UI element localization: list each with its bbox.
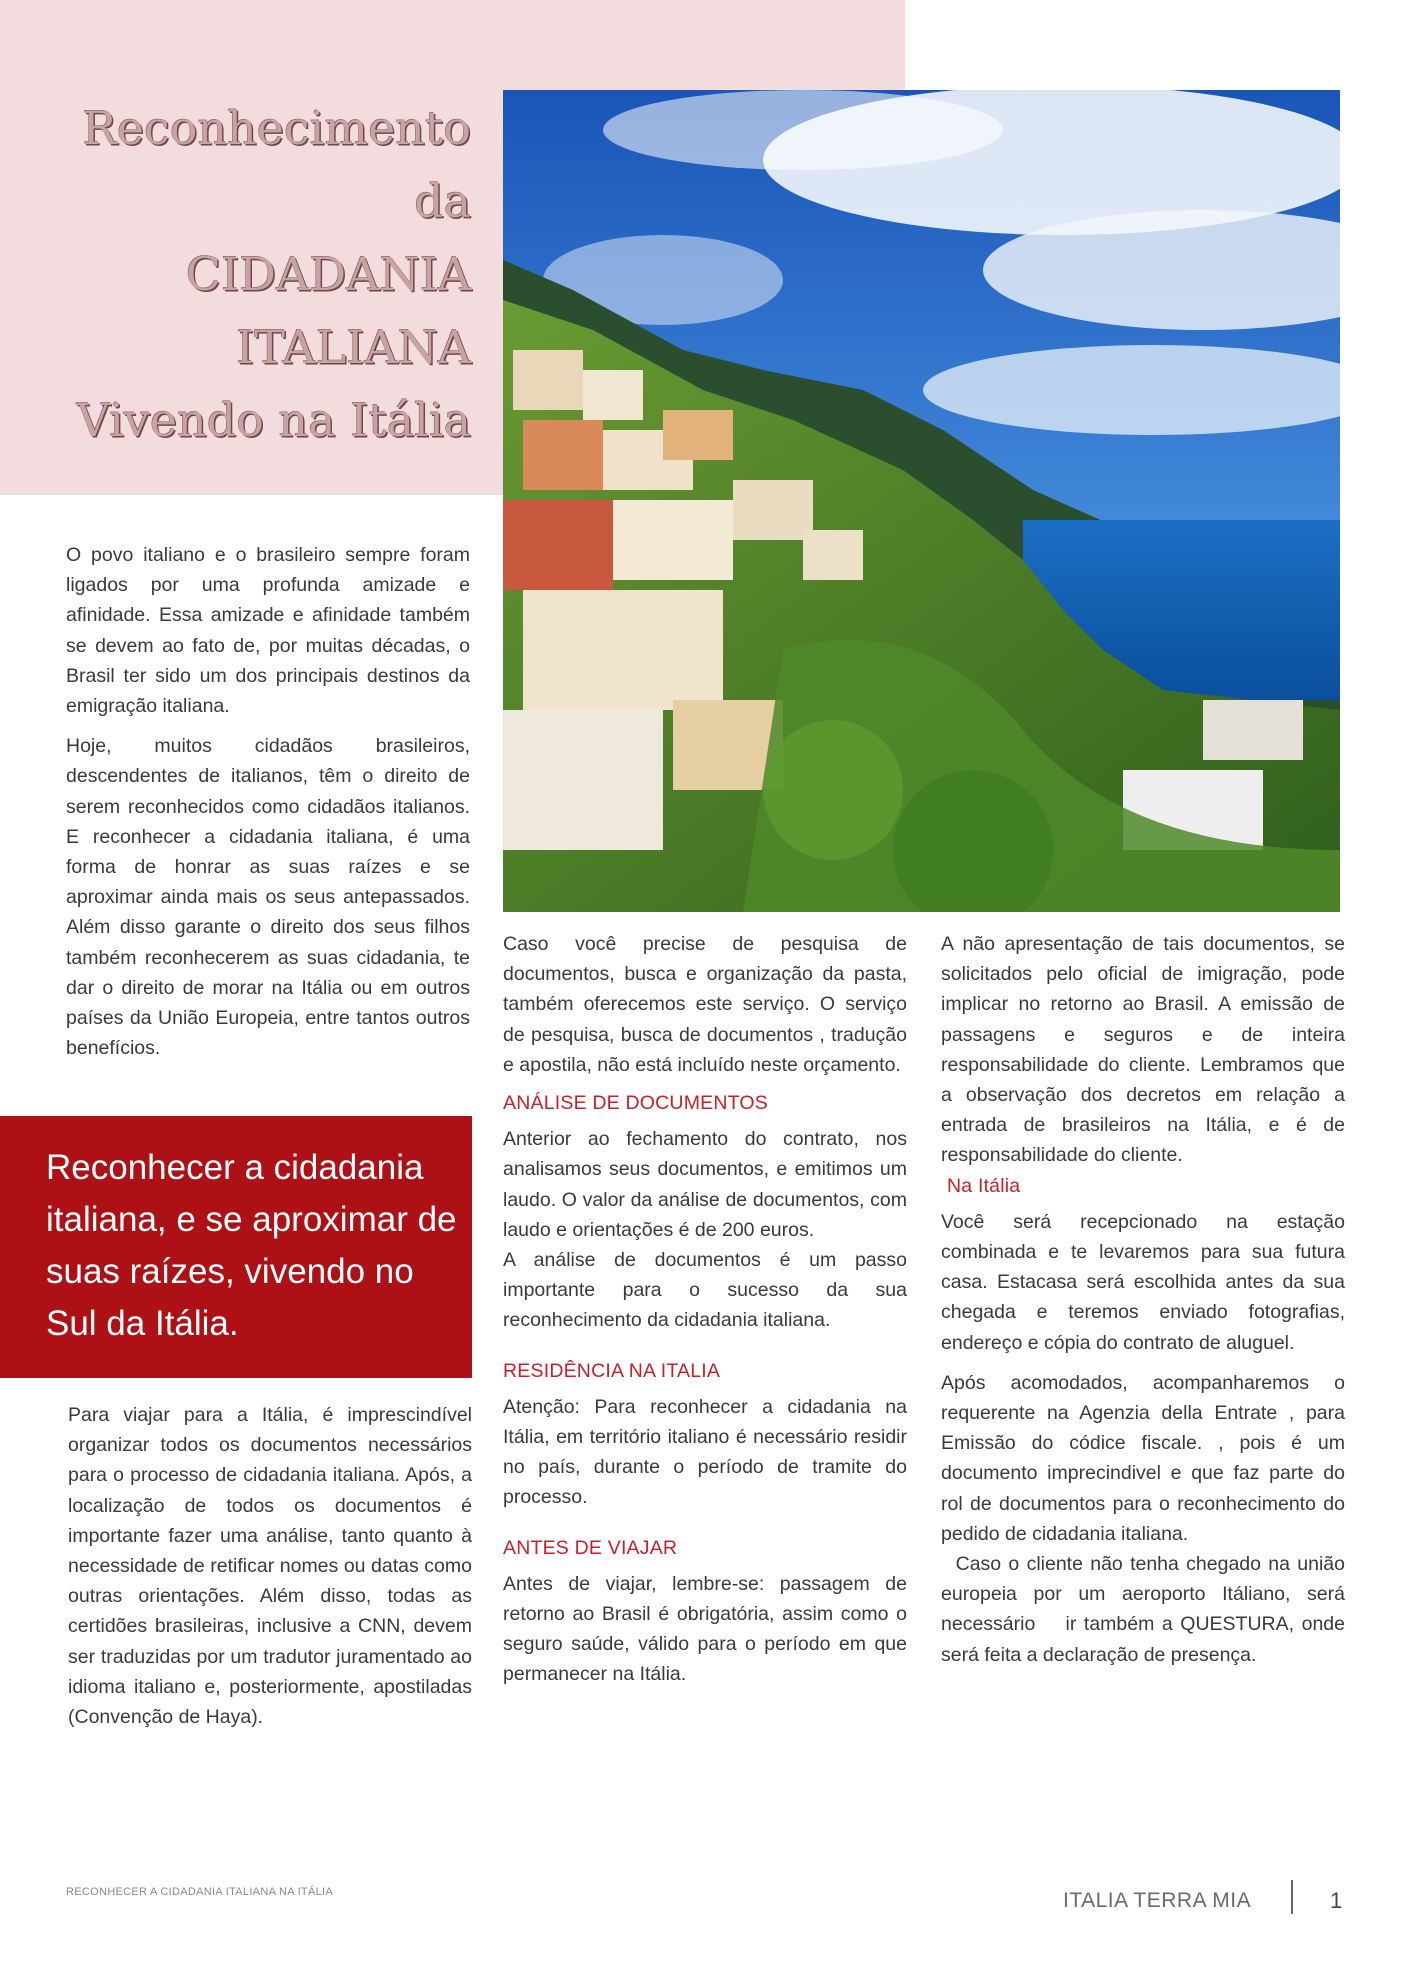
intro-paragraph: Hoje, muitos cidadãos brasileiros, descendentes de italianos, têm o direito de serem reconhecidos como cidadãos italianos. E reconhecer a cidadania italiana, é uma forma de honrar as suas raízes e se aproximar ainda mais os seus antepassados. Além disso garante o direito dos seus filhos também reconhecerem as suas cidadania, te dar o direito de morar na Itália ou em outros países da União Europeia, entre tantos outros benefícios. (66, 735, 470, 1060)
analise-paragraph: Anterior ao fechamento do contrato, nos analisamos seus documentos, e emitimos um laudo. O valor da análise de documentos, com laudo e orientações é de 200 euros. (503, 1128, 907, 1241)
documents-column (68, 1400, 472, 1732)
research-paragraph: Caso você precise de pesquisa de documentos, busca e organização da pasta, também oferecemos este serviço. O serviço de pesquisa, busca de documentos , tradução e apostila, não está incluído neste orçamento. (503, 933, 907, 1076)
title-line: ITALIANA (236, 320, 471, 374)
section-heading-na-italia: Na Itália (947, 1174, 1021, 1197)
positano-coast-image (503, 90, 1340, 912)
pull-quote-text: Reconhecer a cidadania italiana, e se aproximar de suas raízes, vivendo no Sul da Itália. (46, 1148, 457, 1343)
coast-photo-graphic (503, 90, 1340, 912)
page-title (31, 92, 471, 457)
footer-left-text: RECONHECER A CIDADANIA ITALIANA NA ITÁLIA (66, 1886, 334, 1898)
right-column (941, 929, 1351, 1670)
intro-paragraph: O povo italiano e o brasileiro sempre foram ligados por uma profunda amizade e afinidade. Essa amizade e afinidade também se devem ao fato de, por muitas décadas, o Brasil ter sido um dos principais destinos da emigração italiana. (66, 544, 470, 718)
viajar-paragraph: Antes de viajar, lembre-se: passagem de retorno ao Brasil é obrigatória, assim como o seguro saúde, válido para o período em que permanecer na Itália. (503, 1572, 907, 1686)
section-heading-viajar: ANTES DE VIAJAR (503, 1536, 678, 1559)
intro-column (66, 540, 470, 1073)
immigration-paragraph: A não apresentação de tais documentos, se solicitados pelo oficial de imigração, pode implicar no retorno ao Brasil. A emissão de passagens e seguros e de inteira responsabilidade do cliente. Lembramos que a observação dos decretos em relação a entrada de brasileiros na Itália, e é de responsabilidade do cliente. (941, 933, 1345, 1167)
footer-brand: ITALIA TERRA MIA (1063, 1889, 1252, 1912)
residencia-paragraph: Atenção: Para reconhecer a cidadania na Itália, em território italiano é necessário residir no país, durante o período de tramite do processo. (503, 1395, 907, 1509)
page-number: 1 (1330, 1888, 1343, 1913)
analise-paragraph-2: A análise de documentos é um passo importante para o sucesso da sua reconhecimento da cidadania italiana. (503, 1249, 907, 1332)
title-line: Vivendo na Itália (76, 393, 471, 447)
title-line: da (414, 174, 471, 228)
footer-divider (1291, 1880, 1293, 1914)
title-line: CIDADANIA (185, 247, 471, 301)
documents-paragraph: Para viajar para a Itália, é imprescindível organizar todos os documentos necessários para o processo de cidadania italiana. Após, a localização de todos os documentos é importante fazer uma análise, tanto quanto à necessidade de retificar nomes ou datas como outras orientações. Além disso, todas as certidões brasileiras, inclusive a CNN, devem ser traduzidas por um tradutor juramentado ao idioma italiano e, posteriormente, apostiladas (Convenção de Haya). (68, 1404, 472, 1729)
pull-quote-box (0, 1116, 472, 1378)
section-heading-analise: ANÁLISE DE DOCUMENTOS (503, 1092, 768, 1115)
questura-paragraph: Caso o cliente não tenha chegado na união europeia por um aeroporto Itáliano, será necessário ir também a QUESTURA, onde será feita a declaração de presença. (941, 1553, 1351, 1666)
codice-fiscale-paragraph: Após acomodados, acompanharemos o requerente na Agenzia della Entrate , para Emissão do códice fiscale. , pois é um documento imprecindivel e que faz parte do rol de documentos para o reconhecimento do pedido de cidadania italiana. (941, 1371, 1345, 1545)
title-line: Reconhecimento (82, 101, 471, 155)
section-heading-residencia: RESIDÊNCIA NA ITALIA (503, 1359, 721, 1382)
middle-column (503, 929, 907, 1690)
arrival-paragraph: Você será recepcionado na estação combinada e te levaremos para sua futura casa. Estacasa será escolhida antes da sua chegada e teremos enviado fotografias, endereço e cópia do contrato de aluguel. (941, 1210, 1345, 1354)
